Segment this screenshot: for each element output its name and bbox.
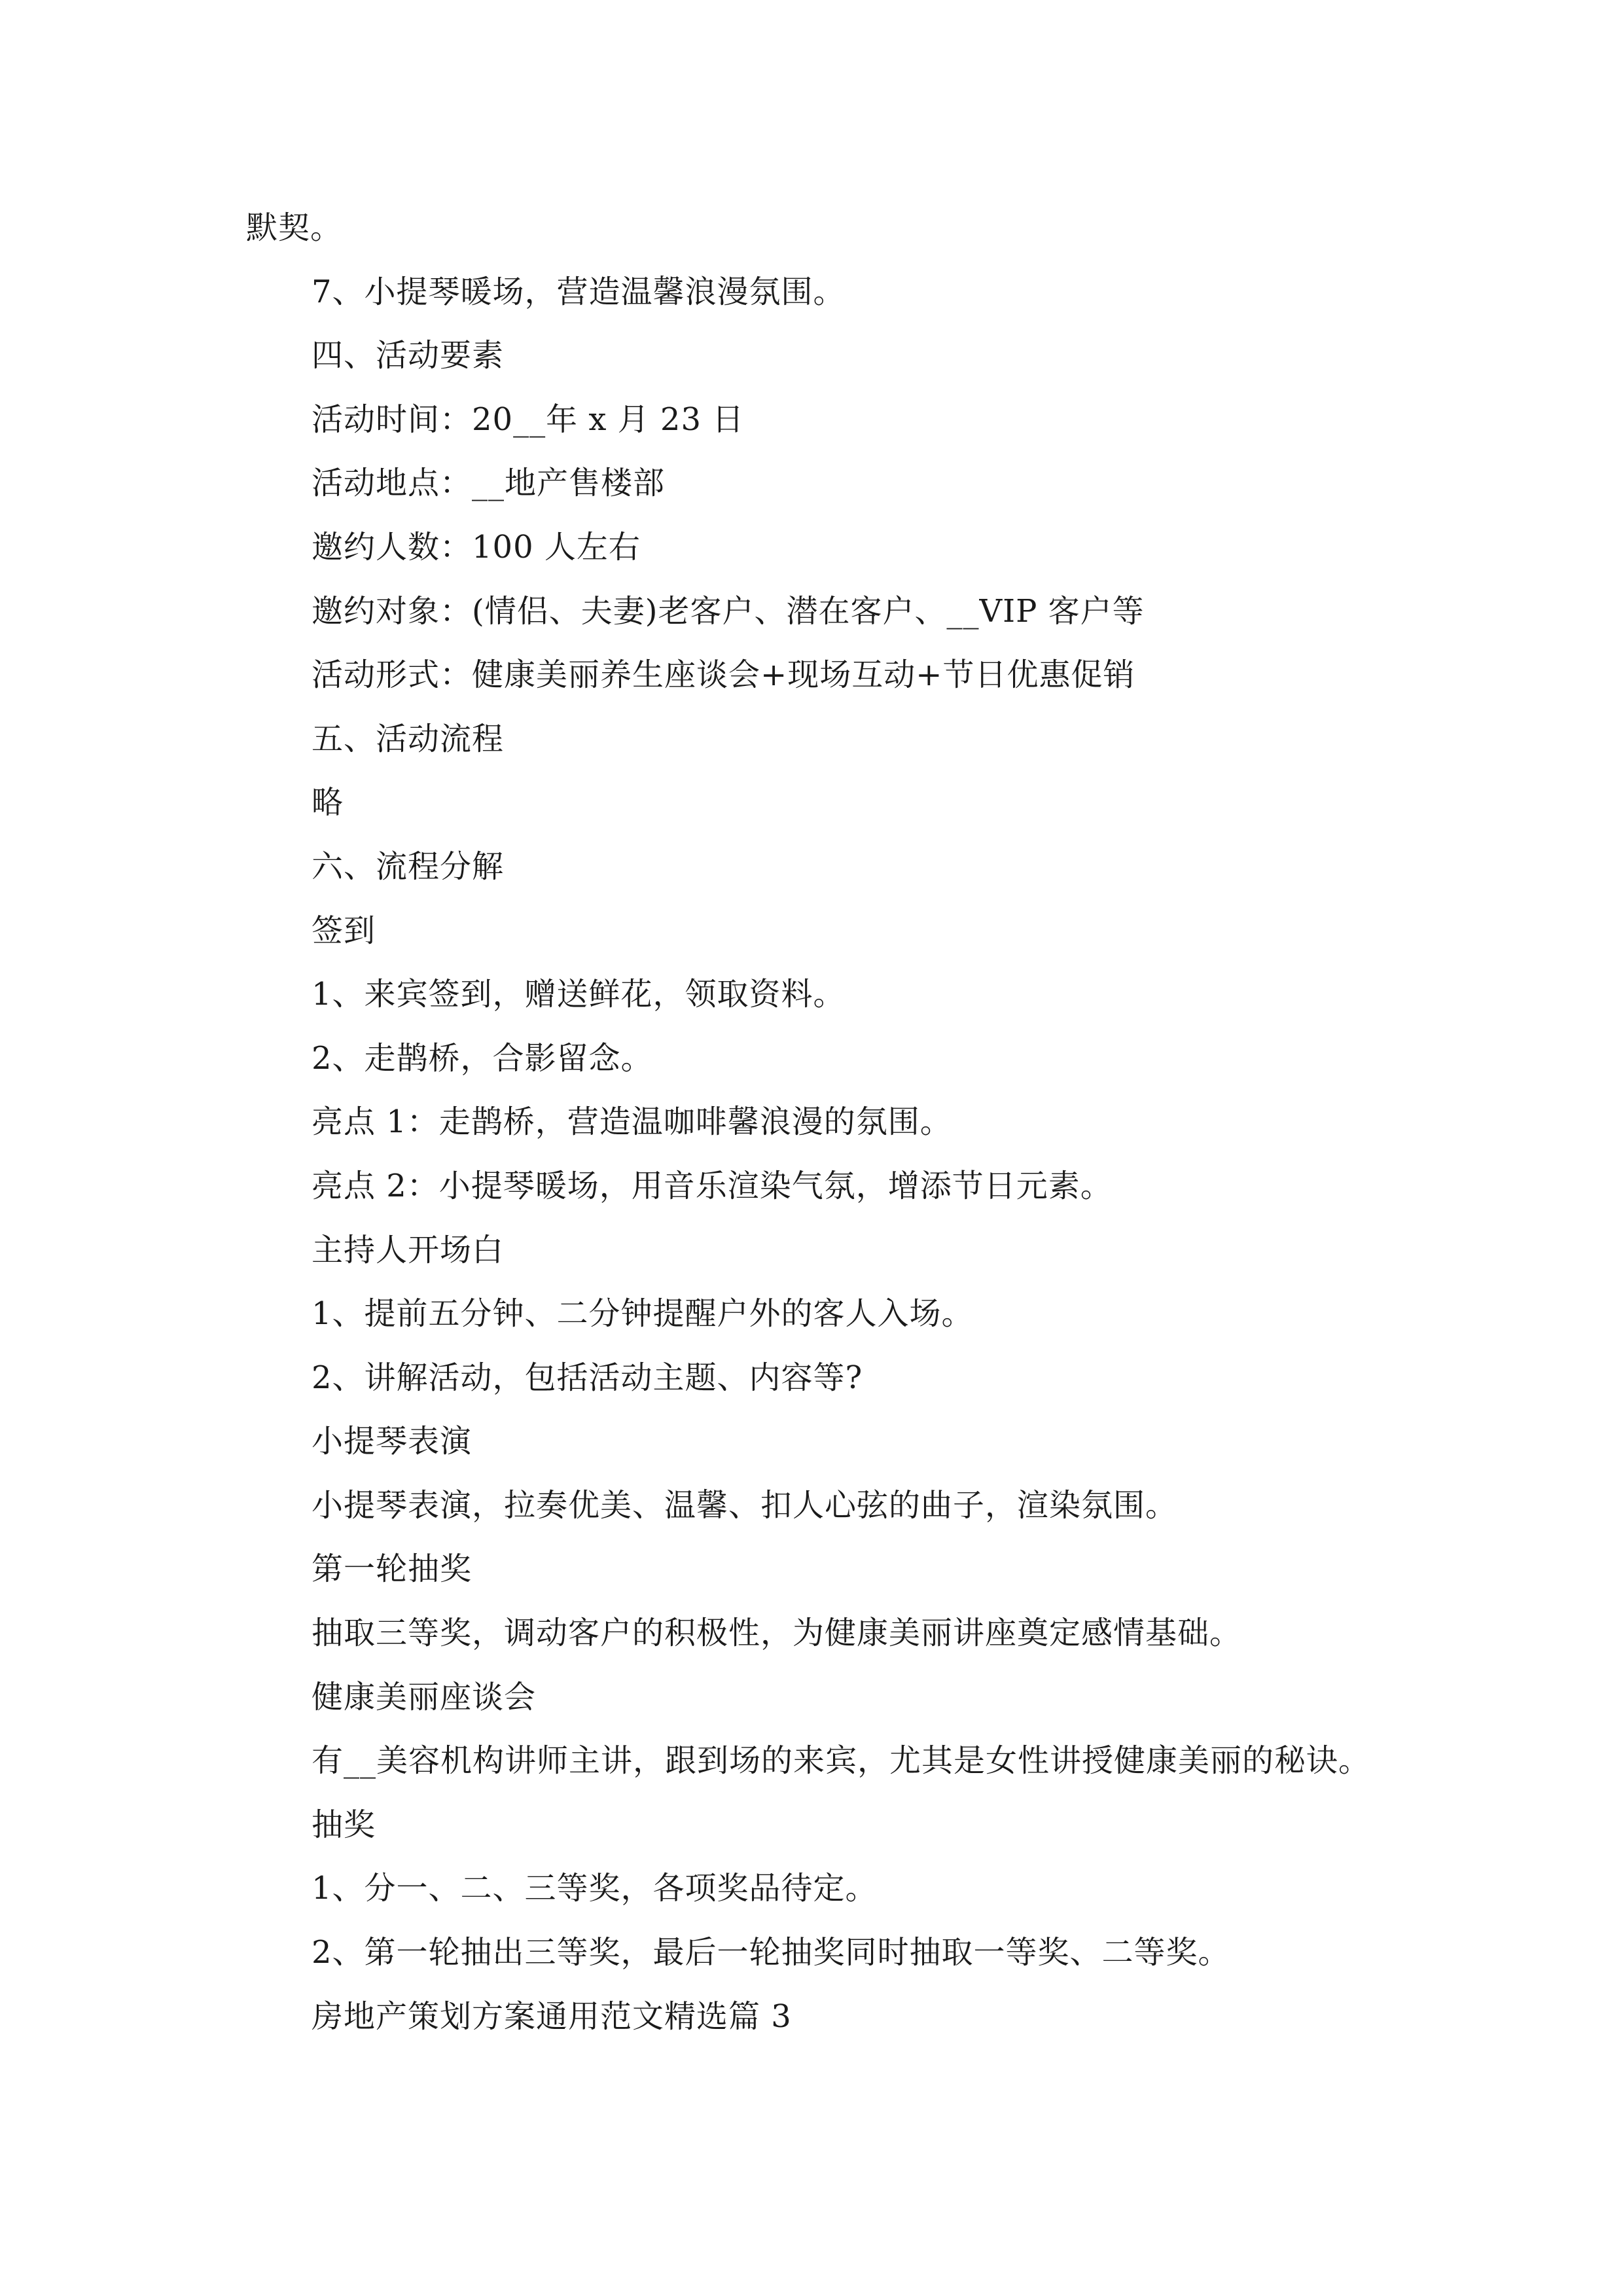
subheading: 健康美丽座谈会 (312, 1678, 537, 1715)
text-line: 小提琴表演，拉奏优美、温馨、扣人心弦的曲子，渲染氛围。 (312, 1486, 1178, 1524)
text-line: 1、提前五分钟、二分钟提醒户外的客人入场。 (312, 1295, 974, 1333)
text-line-continuation: 默契。 (246, 209, 343, 246)
text-line: 邀约对象：(情侣、夫妻)老客户、潜在客户、__VIP 客户等 (312, 592, 1145, 630)
section-heading: 六、流程分解 (312, 848, 505, 885)
text-line: 亮点 2：小提琴暖场，用音乐渲染气氛，增添节日元素。 (312, 1167, 1113, 1204)
section-title: 房地产策划方案通用范文精选篇 3 (312, 1998, 792, 2035)
text-line: 有__美容机构讲师主讲，跟到场的来宾，尤其是女性讲授健康美丽的秘诀。 (312, 1742, 1371, 1780)
text-line: 略 (312, 784, 344, 821)
text-line: 1、分一、二、三等奖，各项奖品待定。 (312, 1870, 878, 1907)
text-line: 活动时间：20__年 x 月 23 日 (312, 401, 745, 438)
subheading: 主持人开场白 (312, 1231, 505, 1268)
text-line: 7、小提琴暖场，营造温馨浪漫氛围。 (312, 273, 846, 310)
text-line: 2、走鹊桥，合影留念。 (312, 1039, 653, 1077)
subheading: 小提琴表演 (312, 1423, 473, 1460)
document-body (246, 196, 1424, 2049)
section-heading: 五、活动流程 (312, 720, 505, 757)
section-heading: 四、活动要素 (312, 337, 505, 374)
text-line: 亮点 1：走鹊桥，营造温咖啡馨浪漫的氛围。 (312, 1103, 952, 1141)
subheading: 签到 (312, 912, 376, 949)
text-line: 邀约人数：100 人左右 (312, 528, 641, 565)
text-line: 活动形式：健康美丽养生座谈会+现场互动+节日优惠促销 (312, 656, 1135, 694)
text-line: 1、来宾签到，赠送鲜花，领取资料。 (312, 976, 846, 1013)
text-line: 2、第一轮抽出三等奖，最后一轮抽奖同时抽取一等奖、二等奖。 (312, 1934, 1230, 1971)
subheading: 抽奖 (312, 1806, 376, 1843)
subheading: 第一轮抽奖 (312, 1551, 473, 1588)
text-line: 2、讲解活动，包括活动主题、内容等? (312, 1359, 863, 1396)
text-line: 活动地点：__地产售楼部 (312, 465, 666, 502)
text-line: 抽取三等奖，调动客户的积极性，为健康美丽讲座奠定感情基础。 (312, 1615, 1242, 1652)
